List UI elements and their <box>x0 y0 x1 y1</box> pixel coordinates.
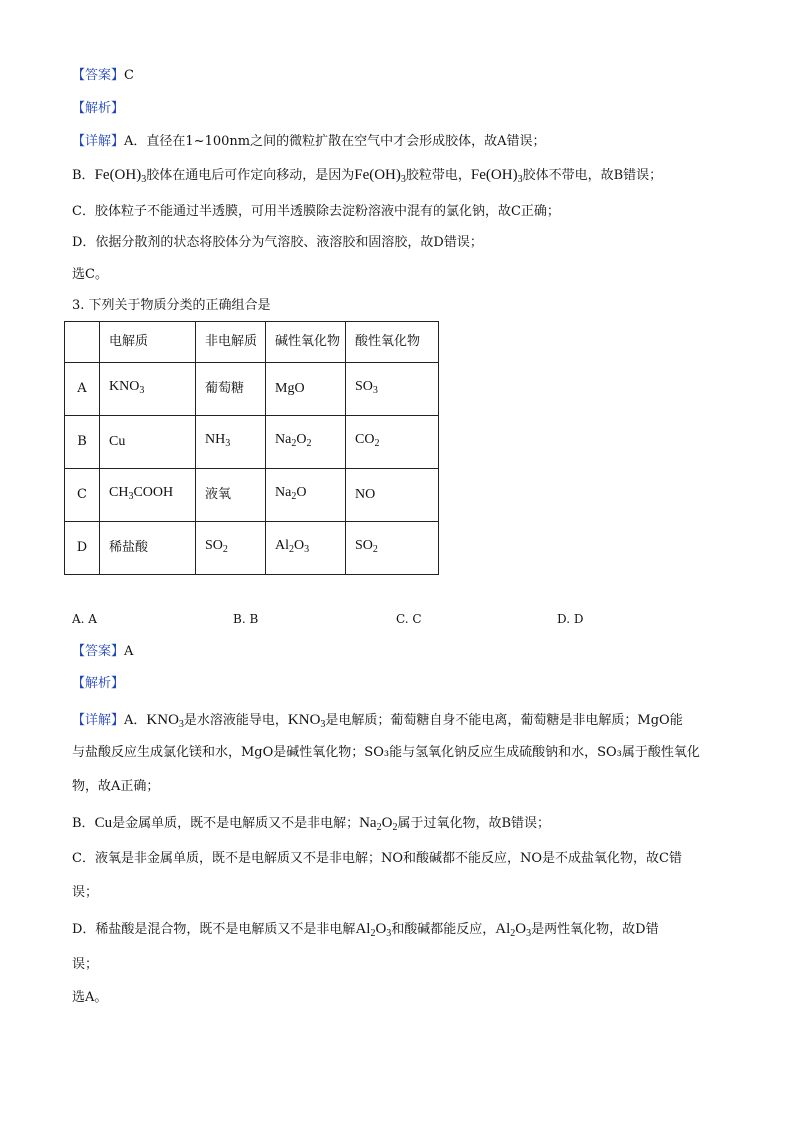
q3-detail-b: B．Cu是金属单质，既不是电解质又不是非电解；$Na_2O_2$属于过氧化物，故B错误； <box>72 815 550 833</box>
option-a: A. A <box>72 612 97 626</box>
table-row: A $KNO_3$ 葡萄糖 MgO $SO_3$ <box>65 363 439 416</box>
answer-value: A <box>124 644 134 659</box>
option-b: B. B <box>233 612 259 626</box>
q3-detail-c-2: 误； <box>72 885 99 900</box>
answer-label: 【答案】 <box>72 68 125 83</box>
table-header-row: 电解质 非电解质 碱性氧化物 酸性氧化物 <box>65 322 439 363</box>
q2-detail-a: 【详解】A．直径在1~100nm之间的微粒扩散在空气中才会形成胶体，故A错误； <box>72 134 546 149</box>
q3-detail-a-2: 与盐酸反应生成氯化镁和水，MgO是碱性氧化物；SO₃能与氢氧化钠反应生成硫酸钠和水，SO₃属于酸性氧化 <box>72 745 700 760</box>
table-row: C $CH_3COOH$ 液氧 $Na_2O$ NO <box>65 469 439 522</box>
q2-detail-c: C．胶体粒子不能通过半透膜，可用半透膜除去淀粉溶液中混有的氯化钠，故C正确； <box>72 204 560 219</box>
detail-label: 【详解】 <box>72 713 125 728</box>
q3-question: 3. 下列关于物质分类的正确组合是 <box>72 298 271 313</box>
option-c: C. C <box>396 612 422 626</box>
q3-detail-d-1: D．稀盐酸是混合物，既不是电解质又不是非电解$Al_2O_3$和酸碱都能反应，$Al_2O_3$是两性氧化物，故D错 <box>72 921 659 939</box>
q2-analysis-label: 【解析】 <box>72 101 125 116</box>
q2-detail-b: B．$Fe(OH)_3$胶体在通电后可作定向移动，是因为$Fe(OH)_3$胶粒带电，$Fe(OH)_3$胶体不带电，故B错误； <box>72 167 663 185</box>
q2-answer <box>72 67 134 85</box>
q3-conclusion: 选A。 <box>72 990 108 1005</box>
answer-label: 【答案】 <box>72 644 125 659</box>
q3-detail-a-1: 【详解】A．$KNO_3$是水溶液能导电，$KNO_3$是电解质；葡萄糖自身不能电离，葡萄糖是非电解质；MgO能 <box>72 712 683 730</box>
q3-answer <box>72 643 133 661</box>
q2-detail-d: D．依据分散剂的状态将胶体分为气溶胶、液溶胶和固溶胶，故D错误； <box>72 235 483 250</box>
q3-detail-d-2: 误； <box>72 957 99 972</box>
table-row: D 稀盐酸 $SO_2$ $Al_2O_3$ $SO_2$ <box>65 522 439 575</box>
q2-conclusion: 选C。 <box>72 267 108 282</box>
classification-table <box>64 321 439 575</box>
table-row: B Cu $NH_3$ $Na_2O_2$ $CO_2$ <box>65 416 439 469</box>
q3-detail-a-3: 物，故A正确； <box>72 779 160 794</box>
option-d: D. D <box>557 612 584 626</box>
answer-value: C <box>124 68 134 83</box>
q3-detail-c-1: C．液氧是非金属单质，既不是电解质又不是非电解；NO和酸碱都不能反应，NO是不成盐氧化物，故C错 <box>72 851 682 866</box>
q3-analysis-label: 【解析】 <box>72 676 125 691</box>
detail-label: 【详解】 <box>72 134 125 149</box>
